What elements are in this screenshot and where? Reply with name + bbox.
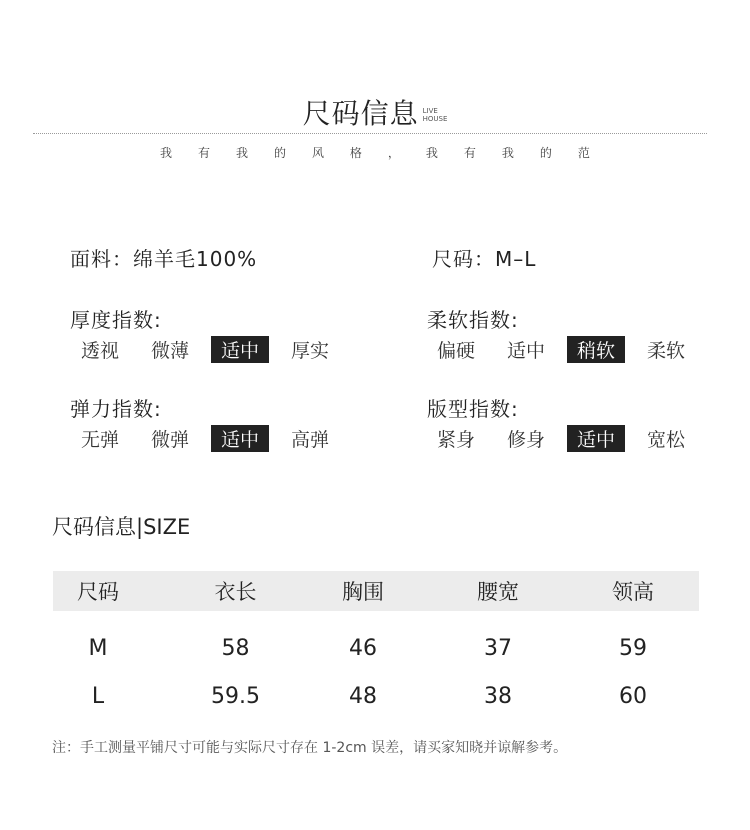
slogan-char: 范 xyxy=(577,146,590,160)
scale-option: 厚实 xyxy=(290,340,329,362)
slogan-char: 的 xyxy=(539,146,552,160)
slogan-char: 风 xyxy=(311,146,324,160)
size-section-title: 尺码信息|SIZE xyxy=(52,515,191,539)
size-table-header xyxy=(53,571,699,611)
table-header-cell: 衣长 xyxy=(214,580,257,604)
table-header-cell: 腰宽 xyxy=(477,580,519,604)
elasticity-label: 弹力指数: xyxy=(70,397,162,421)
table-cell: M xyxy=(88,636,108,661)
thickness-label: 厚度指数: xyxy=(70,308,162,332)
scale-option: 偏硬 xyxy=(436,340,475,362)
table-cell: 38 xyxy=(484,684,512,709)
fit-label: 版型指数: xyxy=(427,397,519,421)
fabric-info: 面料：绵羊毛100% xyxy=(70,247,258,271)
scale-option: 柔软 xyxy=(646,340,685,362)
scale-option-selected: 适中 xyxy=(211,425,269,452)
scale-option-selected: 稍软 xyxy=(567,336,625,363)
table-cell: 48 xyxy=(349,684,377,709)
table-cell: 59 xyxy=(619,636,647,661)
page-title: 尺码信息 xyxy=(302,97,419,130)
slogan-char: 的 xyxy=(273,146,286,160)
scale-option-selected: 适中 xyxy=(567,425,625,452)
table-cell: 60 xyxy=(619,684,647,709)
scale-option: 高弹 xyxy=(290,429,329,451)
table-cell: 46 xyxy=(349,636,377,661)
slogan-char: 我 xyxy=(425,146,438,160)
size-range-info: 尺码：M–L xyxy=(432,247,537,271)
table-row xyxy=(53,684,699,709)
slogan-char: 我 xyxy=(501,146,514,160)
table-header-cell: 领高 xyxy=(612,580,654,604)
scale-option-selected: 适中 xyxy=(211,336,269,363)
title-sub-line1: LIVE xyxy=(422,107,438,115)
scale-option: 修身 xyxy=(506,429,545,451)
page-title-block xyxy=(0,92,750,132)
scale-option: 无弹 xyxy=(80,429,119,451)
fit-scale xyxy=(421,425,701,452)
slogan-char: 格 xyxy=(349,146,362,160)
slogan-char: 我 xyxy=(160,146,173,160)
slogan-char: 我 xyxy=(235,146,248,160)
title-subtext xyxy=(423,107,448,123)
slogan-char: ， xyxy=(387,146,400,160)
thickness-scale xyxy=(65,336,345,363)
table-cell: L xyxy=(91,684,105,709)
table-cell: 37 xyxy=(484,636,512,661)
scale-option: 宽松 xyxy=(646,429,685,451)
softness-label: 柔软指数: xyxy=(427,308,519,332)
table-cell: 58 xyxy=(221,636,250,661)
table-header-cell: 尺码 xyxy=(77,580,119,604)
elasticity-scale xyxy=(65,425,345,452)
slogan-char: 有 xyxy=(197,146,210,160)
softness-scale xyxy=(421,336,701,363)
table-header-cell: 胸围 xyxy=(342,580,384,604)
scale-option: 微弹 xyxy=(150,429,189,451)
scale-option: 透视 xyxy=(80,340,119,362)
dotted-divider xyxy=(33,133,707,134)
scale-option: 紧身 xyxy=(436,429,475,451)
table-row xyxy=(53,636,699,661)
table-cell: 59.5 xyxy=(211,684,260,709)
measurement-note: 注：手工测量平铺尺寸可能与实际尺寸存在 1-2cm 误差，请买家知晓并谅解参考。 xyxy=(52,740,568,756)
slogan-char: 有 xyxy=(463,146,476,160)
scale-option: 微薄 xyxy=(150,340,189,362)
scale-option: 适中 xyxy=(506,340,545,362)
title-sub-line2: HOUSE xyxy=(422,115,448,123)
slogan xyxy=(160,144,590,161)
